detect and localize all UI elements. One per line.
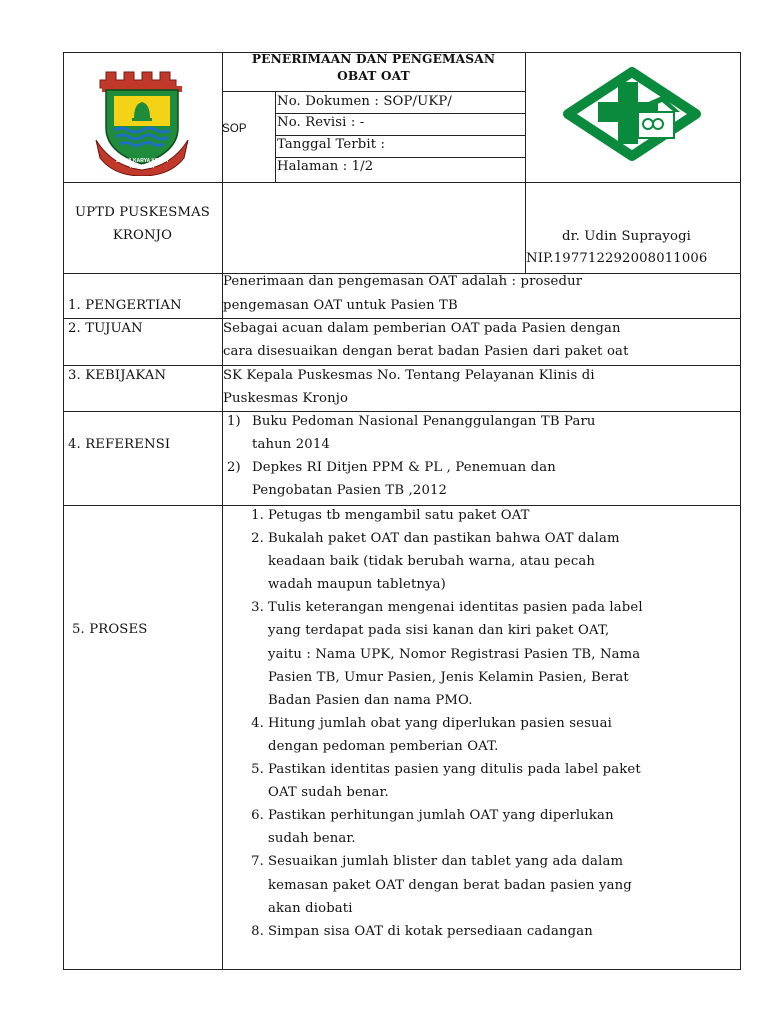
proses-step-number: 6. [251,808,264,824]
referensi-1-number: 1) [227,414,241,429]
proses-step-number: 4. [251,715,264,731]
referensi-2-number: 2) [227,460,241,475]
referensi-2-line2: Pengobatan Pasien TB ,2012 [252,483,448,498]
proses-step-line: Pastikan identitas pasien yang ditulis pada label paket [268,762,641,778]
referensi-1-line1: Buku Pedoman Nasional Penanggulangan TB Paru [252,414,596,429]
proses-list [224,504,740,943]
tujuan-text-line2: cara disesuaikan dengan berat badan Pasien dari paket oat [223,344,629,359]
proses-step-line: wadah maupun tabletnya) [268,577,446,593]
proses-step [224,850,740,919]
proses-step-number: 2. [251,531,264,547]
org-name-line1: UPTD PUSKESMAS [74,205,210,220]
proses-step [224,712,740,758]
proses-step-number: 7. [251,854,264,870]
page-number: Halaman : 1/2 [277,159,374,174]
regency-emblem-logo [92,66,192,176]
proses-step [224,804,740,850]
proses-step-line: Sesuaikan jumlah blister dan tablet yang ada dalam [268,854,624,870]
tujuan-text-line1: Sebagai acuan dalam pemberian OAT pada Pasien dengan [223,321,621,336]
section-label-tujuan: 2. TUJUAN [68,321,143,336]
proses-step [224,758,740,804]
kebijakan-text-line2: Puskesmas Kronjo [223,391,349,406]
proses-step-number: 3. [251,600,264,616]
proses-step-number: 1. [251,508,264,523]
doc-number: No. Dokumen : SOP/UKP/ [277,94,453,109]
pengertian-text-line1: Penerimaan dan pengemasan OAT adalah : prosedur [223,274,583,289]
section-label-referensi: 4. REFERENSI [68,437,171,452]
proses-step-line: Pasien TB, Umur Pasien, Jenis Kelamin Pasien, Berat [268,669,629,685]
org-name-line2: KRONJO [112,228,173,243]
proses-step-line: dengan pedoman pemberian OAT. [268,738,499,754]
emblem-ribbon-text: SATYA KARYA KERTA RAHARJA [115,158,169,170]
puskesmas-logo [562,66,702,162]
proses-step-number: 8. [251,923,264,939]
proses-step [224,504,740,527]
section-label-pengertian: 1. PENGERTIAN [68,298,182,313]
document-title-line2: OBAT OAT [337,69,410,83]
proses-step-line: Bukalah paket OAT dan pastikan bahwa OAT dalam [268,531,620,547]
proses-step-line: Badan Pasien dan nama PMO. [268,692,473,708]
proses-step-line: Tulis keterangan mengenai identitas pasien pada label [268,600,643,616]
proses-step-line: Hitung jumlah obat yang diperlukan pasien sesuai [268,715,613,731]
pengertian-text-line2: pengemasan OAT untuk Pasien TB [223,298,458,313]
referensi-2-line1: Depkes RI Ditjen PPM & PL , Penemuan dan [252,460,556,475]
section-label-kebijakan: 3. KEBIJAKAN [68,368,167,383]
proses-step [224,596,740,711]
signer-nip: NIP.197712292008011006 [526,251,708,266]
proses-step-line: yaitu : Nama UPK, Nomor Registrasi Pasien TB, Nama [268,646,641,662]
section-label-proses: 5. PROSES [72,622,148,637]
signer-name: dr. Udin Suprayogi [562,229,692,244]
proses-step-number: 5. [251,762,264,778]
proses-step-line: Pastikan perhitungan jumlah OAT yang diperlukan [268,808,614,824]
proses-step [224,527,740,596]
proses-step-line: OAT sudah benar. [268,785,389,801]
proses-step-line: yang terdapat pada sisi kanan dan kiri paket OAT, [268,623,610,639]
proses-step [224,920,740,943]
proses-step-line: Petugas tb mengambil satu paket OAT [268,508,530,523]
proses-step-line: sudah benar. [268,831,356,847]
revision-number: No. Revisi : - [277,115,365,130]
sop-label: SOP [222,123,247,135]
proses-step-line: akan diobati [268,900,353,916]
kebijakan-text-line1: SK Kepala Puskesmas No. Tentang Pelayanan Klinis di [223,368,595,383]
proses-step-line: Simpan sisa OAT di kotak persediaan cadangan [268,923,593,939]
document-title-line1: PENERIMAAN DAN PENGEMASAN [251,52,496,66]
proses-step-line: kemasan paket OAT dengan berat badan pasien yang [268,877,632,893]
referensi-1-line2: tahun 2014 [252,437,330,452]
issue-date: Tanggal Terbit : [277,137,386,152]
proses-step-line: keadaan baik (tidak berubah warna, atau pecah [268,554,596,570]
